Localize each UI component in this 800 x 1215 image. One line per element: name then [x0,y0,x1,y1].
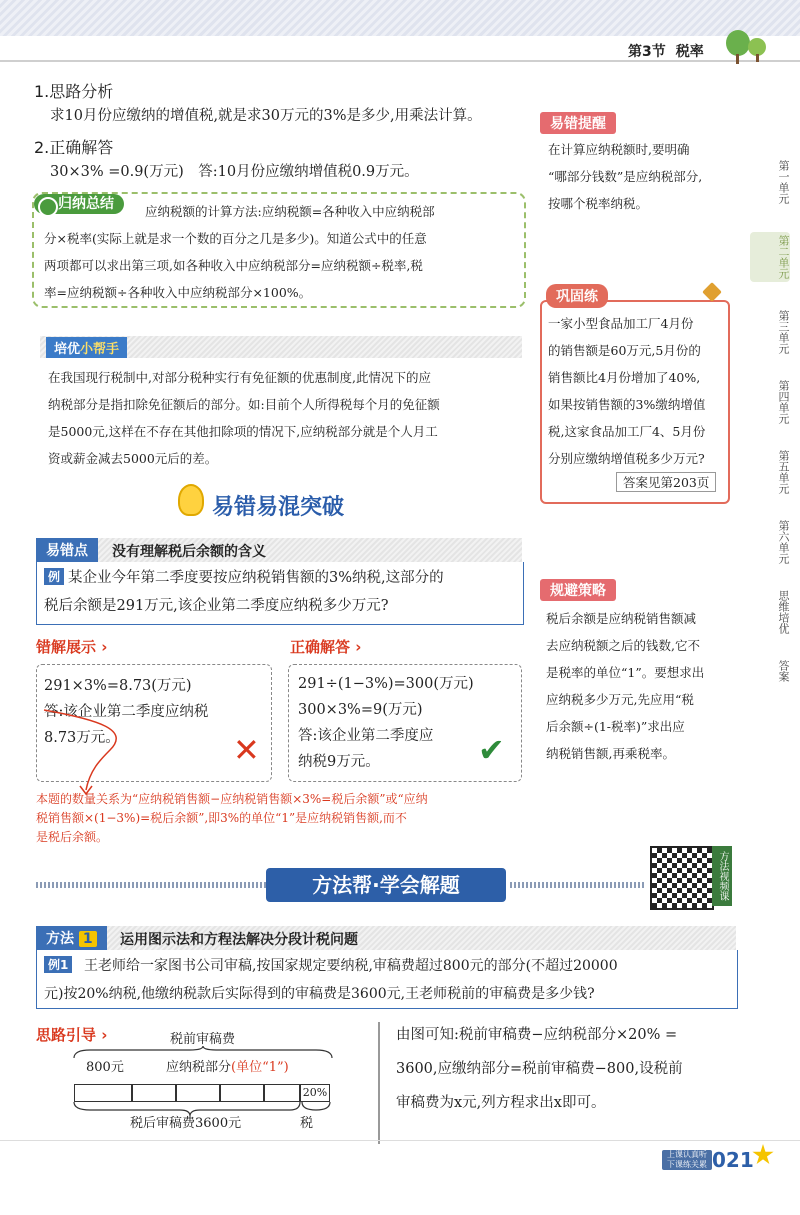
diagram-bar [74,1084,330,1102]
diagram-mid-label: 应纳税部分(单位“1”) [166,1060,289,1075]
method-example-tag: 例1 [44,956,72,973]
header-band [0,0,800,36]
nav-unit-5[interactable]: 第五单元 [777,450,790,494]
explain-line-2: 3600,应缴纳部分=税前审稿费−800,设税前 [396,1061,683,1077]
strategy-tag: 规避策略 [540,579,616,601]
method-title: 运用图示法和方程法解决分段计税问题 [120,932,358,948]
nav-unit-1[interactable]: 第一单元 [777,160,790,204]
example-line-2: 税后余额是291万元,该企业第二季度应纳税多少万元? [44,598,389,614]
footer-slogan: 上课认真听 下课练关累 [662,1150,712,1170]
analysis-text: 求10月份应缴纳的增值税,就是求30万元的3%是多少,用乘法计算。 [50,108,482,124]
tip-tag [46,337,127,358]
mistake-line-2: “哪部分钱数”是应纳税部分, [548,169,703,184]
unit-side-nav [750,150,794,720]
error-arrow [40,690,160,800]
nav-unit-4[interactable]: 第四单元 [777,380,790,424]
banner-rule-left [36,882,272,888]
qr-label: 方法视频课 [712,846,732,906]
section-banner-mistakes: 易错易混突破 [212,495,345,520]
wrong-line-3: 8.73万元。 [44,730,120,746]
point-tag: 易错点 [36,538,98,562]
diagram-bottom-right: 税 [300,1116,314,1131]
nav-answers[interactable]: 答案 [777,660,790,682]
note-line-2: 税销售额×(1−3%)=税后余额”,即3%的单位“1”是应纳税销售额,而不 [36,811,407,825]
strategy-line-3: 是税率的单位“1”。要想求出 [546,665,705,680]
pencil-icon [702,282,722,302]
section-banner-method: 方法帮·学会解题 [266,868,506,902]
strategy-line-2: 去应纳税额之后的钱数,它不 [546,638,700,653]
summary-line-2: 分×税率(实际上就是求一个数的百分之几是多少)。知道公式中的任意 [44,231,427,246]
example-tag: 例 [44,568,64,585]
summary-line-1: 应纳税额的计算方法:应纳税额=各种收入中应纳税部 [145,204,435,219]
method-example-line-2: 元)按20%纳税,他缴纳税款后实际得到的审稿费是3600元,王老师税前的审稿费是多少钱? [44,986,595,1002]
check-icon: ✔ [478,731,505,769]
mistake-line-3: 按哪个税率纳税。 [548,196,649,211]
wrong-title: 错解展示 › [36,638,108,656]
practice-line-6: 分别应缴纳增值税多少万元? [548,451,705,466]
wrong-line-2: 答:该企业第二季度应纳税 [44,704,209,720]
mistake-tag: 易错提醒 [540,112,616,134]
point-band [36,538,522,562]
strategy-line-1: 税后余额是应纳税销售额减 [546,611,697,626]
page-number: 021 [712,1148,754,1172]
star-icon [752,1144,774,1166]
wrong-line-1: 291×3%=8.73(万元) [44,678,192,694]
note-line-1: 本题的数量关系为“应纳税销售额−应纳税销售额×3%=税后余额”或“应纳 [36,792,428,806]
practice-line-4: 如果按销售额的3%缴纳增值 [548,397,706,412]
tree-icon [722,28,772,64]
right-line-4: 纳税9万元。 [298,754,380,770]
right-line-2: 300×3%=9(万元) [298,702,423,718]
right-line-3: 答:该企业第二季度应 [298,728,434,744]
practice-line-5: 税,这家食品加工厂4、5月份 [548,424,706,439]
practice-line-3: 销售额比4月份增加了40%, [548,370,701,385]
right-line-1: 291÷(1−3%)=300(万元) [298,676,474,692]
guide-title: 思路引导 › [36,1026,108,1044]
tip-line-3: 是5000元,这样在不存在其他扣除项的情况下,应纳税部分就是个人月工 [48,424,438,439]
tip-line-4: 资或薪金减去5000元后的差。 [48,451,218,466]
strategy-line-4: 应纳税多少万元,先应用“税 [546,692,694,707]
target-icon [38,197,58,217]
example-line-1: 某企业今年第二季度要按应纳税销售额的3%纳税,这部分的 [68,570,444,586]
diagram-bottom-left: 税后审稿费3600元 [130,1116,242,1131]
note-line-3: 是税后余额。 [36,830,109,844]
nav-unit-6[interactable]: 第六单元 [777,520,790,564]
practice-line-2: 的销售额是60万元,5月份的 [548,343,701,358]
method-tag: 方法 1 [36,926,107,950]
method-example-line-1: 王老师给一家图书公司审稿,按国家规定要纳税,审稿费超过800元的部分(不超过20000 [84,958,618,974]
cross-icon: ✕ [233,731,260,769]
section-number: 第3节 [628,44,666,60]
strategy-line-6: 纳税销售额,再乘税率。 [546,746,675,761]
strategy-line-5: 后余额÷(1-税率)”求出应 [546,719,685,734]
qr-code[interactable] [650,846,714,910]
point-title: 没有理解税后余额的含义 [112,544,266,560]
summary-line-3: 两项都可以求出第三项,如各种收入中应纳税部分=应纳税额÷税率,税 [44,258,423,273]
nav-unit-3[interactable]: 第三单元 [777,310,790,354]
answer-ref[interactable]: 答案见第203页 [616,472,716,492]
chapter-heading [628,41,704,61]
right-title: 正确解答 › [290,638,362,656]
tip-tag-b: 小帮手 [80,342,120,357]
nav-thinking[interactable]: 思维培优 [777,590,790,634]
lightbulb-icon [178,484,204,516]
practice-line-1: 一家小型食品加工厂4月份 [548,316,694,331]
section-title: 税率 [675,44,704,60]
summary-label: 归纳总结 [34,194,124,214]
tip-line-2: 纳税部分是指扣除免征额后的部分。如:目前个人所得税每个月的免征额 [48,397,440,412]
summary-tag [34,193,124,213]
tip-tag-a: 培优 [54,342,81,357]
mistake-line-1: 在计算应纳税额时,要明确 [548,142,690,157]
diagram-pct: 20% [300,1084,330,1102]
analysis-heading: 1.思路分析 [34,82,114,101]
nav-unit-2[interactable]: 第二单元 [750,232,790,282]
summary-line-4: 率=应纳税额÷各种收入中应纳税部分×100%。 [44,285,312,300]
explain-line-3: 审稿费为x元,列方程求出x即可。 [396,1095,606,1111]
banner-rule-right [510,882,646,888]
solution-text: 30×3% =0.9(万元) 答:10月份应缴纳增值税0.9万元。 [50,164,419,180]
explain-line-1: 由图可知:税前审稿费−应纳税部分×20% = [396,1027,678,1043]
tip-line-1: 在我国现行税制中,对部分税种实行有免征额的优惠制度,此情况下的应 [48,370,431,385]
diagram-divider [378,1022,380,1144]
solution-heading: 2.正确解答 [34,138,114,157]
footer-rule [0,1140,800,1141]
diagram-left-label: 800元 [86,1060,124,1075]
diagram-top-label: 税前审稿费 [170,1032,236,1047]
practice-tag: 巩固练 [546,284,608,308]
